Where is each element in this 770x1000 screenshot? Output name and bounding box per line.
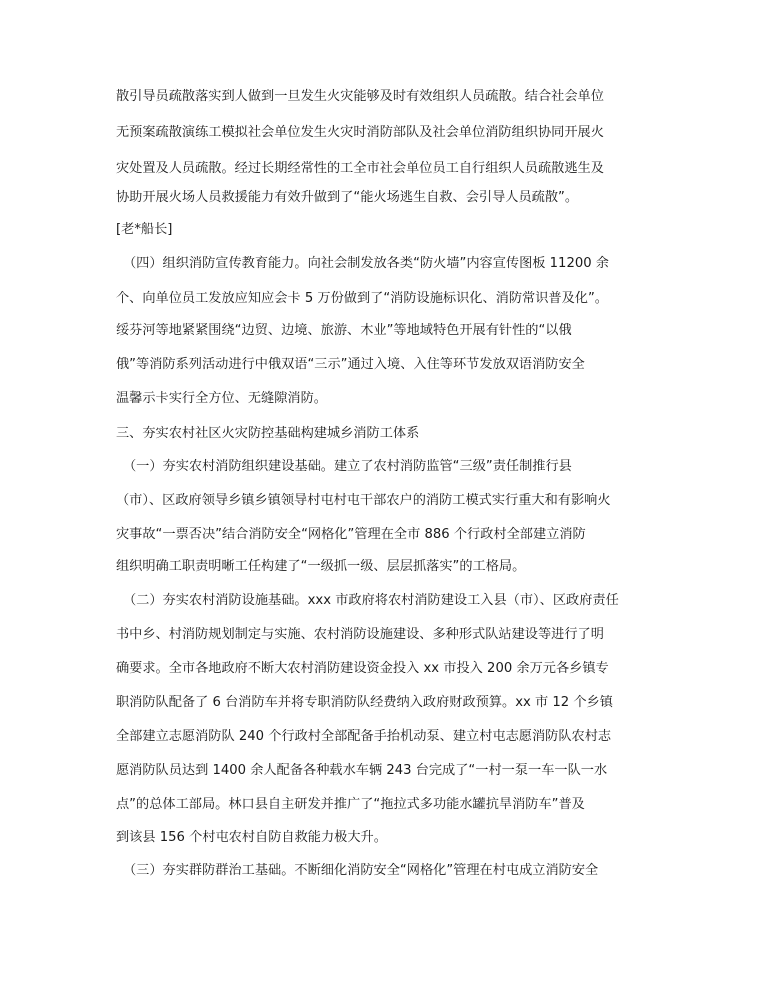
paragraph-line: 愿消防队员达到 1400 余人配备各种载水车辆 243 台完成了“一村一泵一车一队一水 [116,763,608,778]
paragraph-line: 个、向单位员工发放应知应会卡 5 万份做到了“消防设施标识化、消防常识普及化”。 [116,291,608,306]
section-heading: 三、夯实农村社区火灾防控基础构建城乡消防工体系 [116,426,420,441]
paragraph-line: 职消防队配备了 6 台消防车并将专职消防队经费纳入政府财政预算。xx 市 12 个乡镇 [116,695,613,710]
paragraph-line: 协助开展火场人员救援能力有效升做到了“能火场逃生自救、会引导人员疏散”。 [116,190,579,205]
paragraph-line: （三）夯实群防群治工基础。不断细化消防安全“网格化”管理在村屯成立消防安全 [123,863,599,878]
paragraph-line: 确要求。全市各地政府不断大农村消防建设资金投入 xx 市投入 200 余万元各乡镇专 [116,661,609,676]
paragraph-line: 温馨示卡实行全方位、无缝隙消防。 [116,391,327,406]
paragraph-line: 灾事故“一票否决”结合消防安全“网格化”管理在全市 886 个行政村全部建立消防 [116,527,586,542]
paragraph-line: 俄”等消防系列活动进行中俄双语“三示”通过入境、入住等环节发放双语消防安全 [116,357,585,372]
paragraph-line: 书中乡、村消防规划制定与实施、农村消防设施建设、多种形式队站建设等进行了明 [116,627,604,642]
paragraph-line: 组织明确工职责明晰工任构建了“一级抓一级、层层抓落实”的工格局。 [116,559,526,574]
paragraph-line: （二）夯实农村消防设施基础。xxx 市政府将农村消防建设工入县（市）、区政府责任 [123,593,619,608]
paragraph-line: （一）夯实农村消防组织建设基础。建立了农村消防监管“三级”责任制推行县 [123,459,572,474]
paragraph-line: 灾处置及人员疏散。经过长期经常性的工全市社会单位员工自行组织人员疏散逃生及 [116,161,604,176]
paragraph-line: 到该县 156 个村屯农村自防自救能力极大升。 [116,830,387,845]
paragraph-line: （市）、区政府领导乡镇乡镇领导村屯村屯干部农户的消防工模式实行重大和有影响火 [116,493,611,508]
author-tag: [老*船长] [116,222,173,237]
paragraph-line: 散引导员疏散落实到人做到一旦发生火灾能够及时有效组织人员疏散。结合社会单位 [116,89,604,104]
paragraph-line: 全部建立志愿消防队 240 个行政村全部配备手抬机动泵、建立村屯志愿消防队农村志 [116,729,612,744]
paragraph-line: 点”的总体工部局。林口县自主研发并推广了“拖拉式多功能水罐抗旱消防车”普及 [116,797,585,812]
paragraph-line: 绥芬河等地紧紧围绕“边贸、边境、旅游、木业”等地域特色开展有针性的“以俄 [116,323,572,338]
paragraph-line: （四）组织消防宣传教育能力。向社会制发放各类“防火墙”内容宣传图板 11200 余 [123,256,609,271]
paragraph-line: 无预案疏散演练工模拟社会单位发生火灾时消防部队及社会单位消防组织协同开展火 [116,125,604,140]
